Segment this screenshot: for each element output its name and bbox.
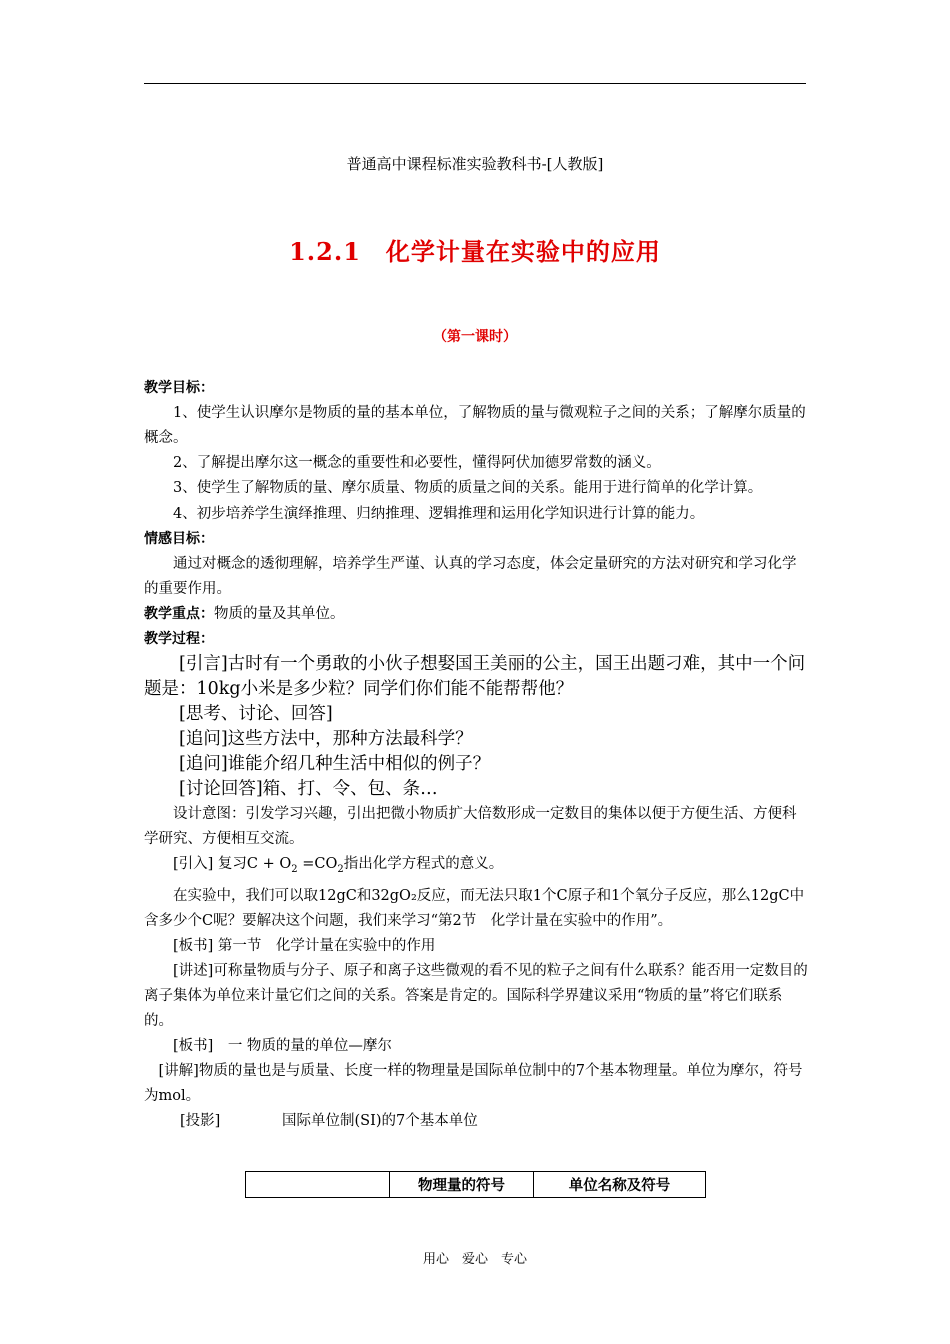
projection-text: 国际单位制(SI)的7个基本单位 xyxy=(282,1112,478,1129)
goal-item: 4、初步培养学生演绎推理、归纳推理、逻辑推理和运用化学知识进行计算的能力。 xyxy=(173,506,705,522)
review-pre: [引入] 复习C + O xyxy=(173,856,292,872)
key-point xyxy=(144,602,808,627)
review-mid: =CO xyxy=(297,856,338,872)
emotion-heading: 情感目标： xyxy=(144,531,214,547)
si-units-table xyxy=(245,1171,706,1198)
goal-item: 1、使学生认识摩尔是物质的量的基本单位，了解物质的量与微观粒子之间的关系；了解摩尔质量的概念。 xyxy=(144,405,806,446)
header-rule xyxy=(144,83,806,84)
key-text: 物质的量及其单位。 xyxy=(214,606,345,622)
review-post: 指出化学方程式的意义。 xyxy=(343,856,504,872)
think-text: [思考、讨论、回答] xyxy=(179,704,333,724)
table-header-cell xyxy=(246,1172,390,1198)
lecture-text: [讲述]可称量物质与分子、原子和离子这些微观的看不见的粒子之间有什么联系？能否用一定数目的离子集体为单位来计量它们之间的关系。答案是肯定的。国际科学界建议采用“物质的量”将它们联系的。 xyxy=(144,962,808,1029)
design-intent: 设计意图：引发学习兴趣，引出把微小物质扩大倍数形成一定数目的集体以便于方便生活、方便科学研究、方便相互交流。 xyxy=(144,806,797,847)
table-row xyxy=(246,1172,706,1198)
followup-text: [追问]谁能介绍几种生活中相似的例子？ xyxy=(179,754,491,774)
page-title: 1.2.1 化学计量在实验中的应用 xyxy=(289,237,661,266)
table-header-cell: 物理量的符号 xyxy=(390,1172,534,1198)
key-heading: 教学重点： xyxy=(144,606,214,622)
table-header-cell: 单位名称及符号 xyxy=(534,1172,706,1198)
goal-item: 3、使学生了解物质的量、摩尔质量、物质的质量之间的关系。能用于进行简单的化学计算。 xyxy=(173,480,763,496)
explain-text: [讲解]物质的量也是与质量、长度一样的物理量是国际单位制中的7个基本物理量。单位为摩尔，符号为mol。 xyxy=(144,1062,803,1104)
series-title: 普通高中课程标准实验教科书-[人教版] xyxy=(346,155,604,173)
projection-line xyxy=(144,1109,808,1134)
review-equation xyxy=(144,852,808,882)
board-text: [板书] 一 物质的量的单位—摩尔 xyxy=(173,1037,392,1054)
followup-text: [追问]这些方法中，那种方法最科学？ xyxy=(179,729,473,749)
board-text: [板书] 第一节 化学计量在实验中的作用 xyxy=(173,937,436,954)
goal-item: 2、了解提出摩尔这一概念的重要性和必要性，懂得阿伏加德罗常数的涵义。 xyxy=(173,455,661,471)
emotion-text: 通过对概念的透彻理解，培养学生严谨、认真的学习态度，体会定量研究的方法对研究和学习化学的重要作用。 xyxy=(144,556,797,597)
subscript: 2 xyxy=(291,863,298,875)
page-footer: 用心 爱心 专心 xyxy=(422,1252,527,1267)
discussion-text: [讨论回答]箱、打、令、包、条… xyxy=(179,779,438,799)
process-heading: 教学过程： xyxy=(144,631,214,647)
experiment-text: 在实验中，我们可以取12gC和32gO₂反应，而无法只取1个C原子和1个氧分子反应，那么12gC中含多少个C呢？要解决这个问题，我们来学习“第2节 化学计量在实验中的作用”。 xyxy=(144,887,805,929)
projection-label: [投影] xyxy=(180,1112,221,1129)
subscript: 2 xyxy=(337,863,344,875)
lesson-label: （第一课时） xyxy=(433,329,517,345)
intro-text: [引言]古时有一个勇敢的小伙子想娶国王美丽的公主，国王出题刁难，其中一个问题是：10kg小米是多少粒？同学们你们能不能帮帮他？ xyxy=(144,654,806,699)
goals-heading: 教学目标： xyxy=(144,380,214,396)
document-body xyxy=(144,376,808,1134)
